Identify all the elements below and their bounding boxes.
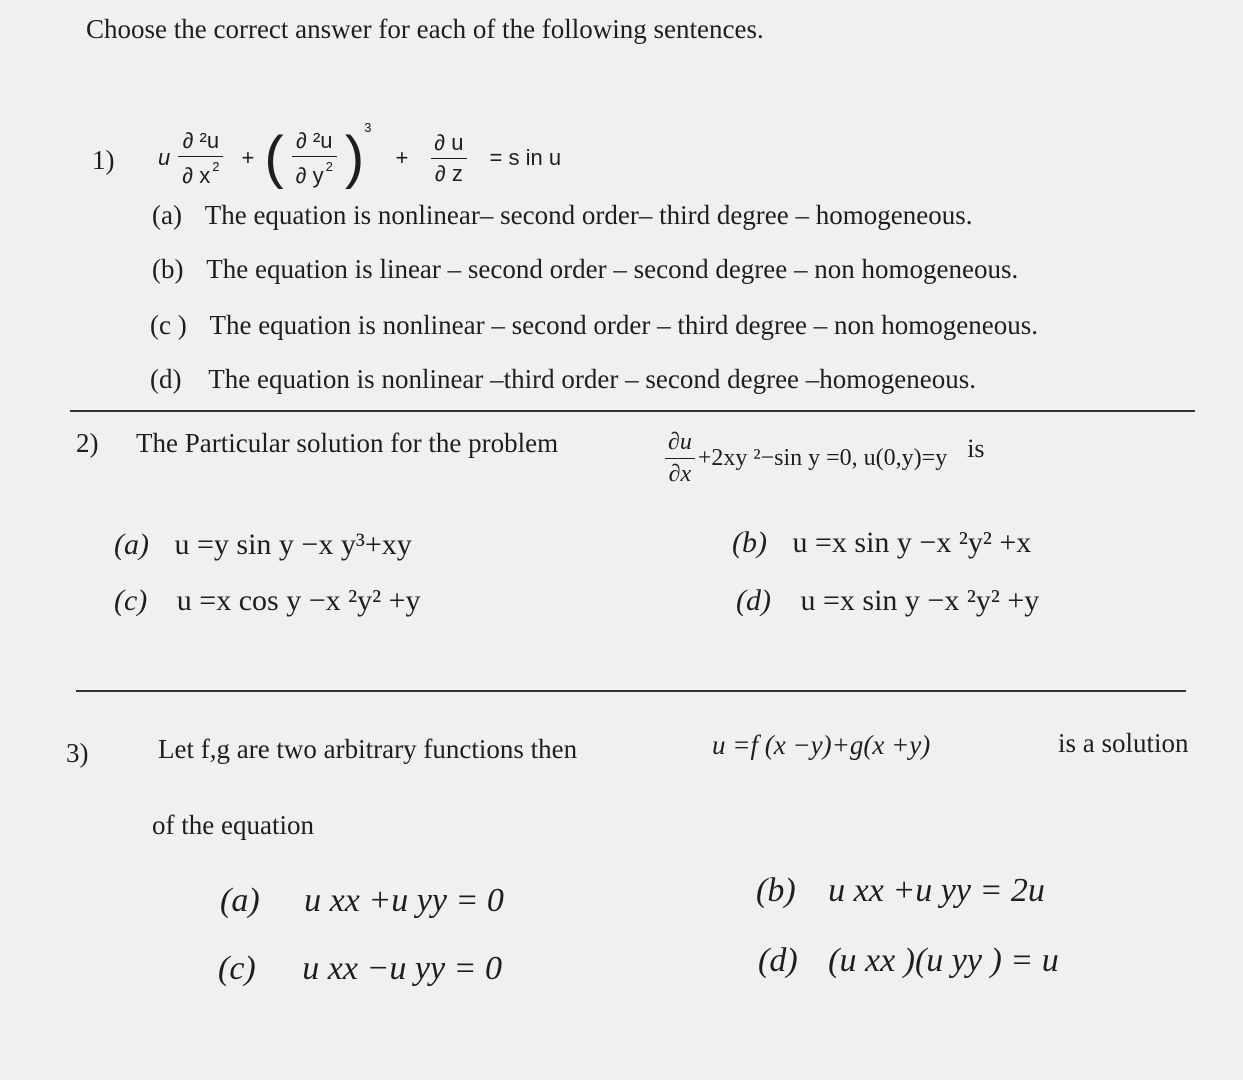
q1-term3 — [430, 130, 467, 187]
divider-2 — [76, 690, 1186, 692]
option-text: The equation is linear – second order – second degree – non homogeneous. — [206, 254, 1019, 284]
q3-equation: u =f (x −y)+g(x +y) — [712, 730, 931, 760]
q2-is: is — [967, 434, 985, 463]
option-label: (b) — [756, 872, 796, 909]
option-text: u xx +u yy = 2u — [828, 872, 1045, 909]
q2-eq-rest: +2xy ²−sin y =0, u(0,y)=y — [697, 444, 948, 471]
q1-term1-den: ∂ x $^2$ — [178, 156, 223, 189]
q1-number: 1) — [92, 145, 115, 175]
q3-option-a[interactable] — [220, 882, 504, 920]
option-text: The equation is nonlinear –third order – second degree –homogeneous. — [208, 364, 977, 394]
q1-plus2: + — [395, 145, 409, 170]
option-text: u =y sin y −x y³+xy — [174, 528, 412, 561]
q1-term2-num: ∂ ²u — [295, 127, 333, 153]
q3-option-c[interactable] — [218, 950, 502, 988]
q2-option-b[interactable] — [732, 526, 1031, 560]
q1-term2-den: ∂ y $^2$ — [292, 156, 337, 189]
option-text: The equation is nonlinear – second order – third degree – non homogeneous. — [209, 310, 1038, 340]
q2-frac-den: ∂x — [665, 458, 696, 488]
q3-option-b[interactable] — [756, 872, 1045, 910]
option-label: (d) — [758, 942, 798, 979]
q3-number: 3) — [66, 738, 89, 768]
option-label: (c ) — [150, 310, 187, 340]
page-title: Choose the correct answer for each of the following sentences. — [86, 14, 764, 44]
q2-equation — [664, 422, 985, 494]
q1-term2 — [292, 128, 337, 189]
option-text: (u xx )(u yy ) = u — [828, 942, 1059, 979]
q1-term1-num: ∂ ²u — [182, 127, 220, 153]
option-label: (b) — [732, 526, 767, 559]
q1-option-a[interactable] — [152, 200, 973, 231]
q1-rhs: = s in u — [489, 145, 562, 170]
option-label: (d) — [150, 364, 182, 394]
q1-option-c[interactable] — [150, 310, 1038, 341]
q1-option-b[interactable] — [152, 254, 1018, 285]
option-text: The equation is nonlinear– second order– third degree – homogeneous. — [204, 200, 973, 230]
q3-text2: is a solution — [1058, 728, 1189, 758]
q3-text1: Let f,g are two arbitrary functions then — [158, 734, 578, 764]
q1-term1 — [178, 128, 223, 189]
divider-1 — [70, 410, 1195, 412]
q2-option-a[interactable] — [114, 528, 412, 562]
option-text: u xx +u yy = 0 — [304, 882, 504, 919]
q1-eq-u: u — [158, 145, 171, 170]
option-text: u =x sin y −x ²y² +x — [792, 526, 1032, 559]
q2-frac-num: ∂u — [668, 428, 692, 455]
q1-term3-den: ∂ z — [431, 158, 467, 187]
q2-fraction — [664, 429, 696, 488]
q3-text3: of the equation — [152, 810, 314, 840]
q1-plus1: + — [241, 145, 255, 170]
q1-right-paren: ) — [344, 125, 365, 190]
q2-option-d[interactable] — [736, 584, 1039, 618]
q1-outer-power: 3 — [364, 120, 372, 135]
q1-equation — [158, 116, 561, 200]
option-label: (a) — [220, 882, 260, 919]
option-label: (b) — [152, 254, 184, 284]
option-label: (a) — [152, 200, 182, 230]
option-label: (a) — [114, 528, 149, 561]
q1-left-paren: ( — [264, 125, 284, 190]
q3-option-d[interactable] — [758, 942, 1059, 980]
option-label: (c) — [114, 584, 148, 617]
q1-option-d[interactable] — [150, 364, 976, 395]
q2-text: The Particular solution for the problem — [136, 428, 559, 458]
q2-option-c[interactable] — [114, 584, 421, 618]
option-label: (c) — [218, 950, 256, 987]
q2-number: 2) — [76, 428, 99, 458]
q1-term3-num: ∂ u — [434, 129, 464, 155]
option-text: u xx −u yy = 0 — [302, 950, 502, 987]
option-text: u =x sin y −x ²y² +y — [800, 584, 1040, 617]
option-text: u =x cos y −x ²y² +y — [176, 584, 421, 617]
option-label: (d) — [736, 584, 771, 617]
